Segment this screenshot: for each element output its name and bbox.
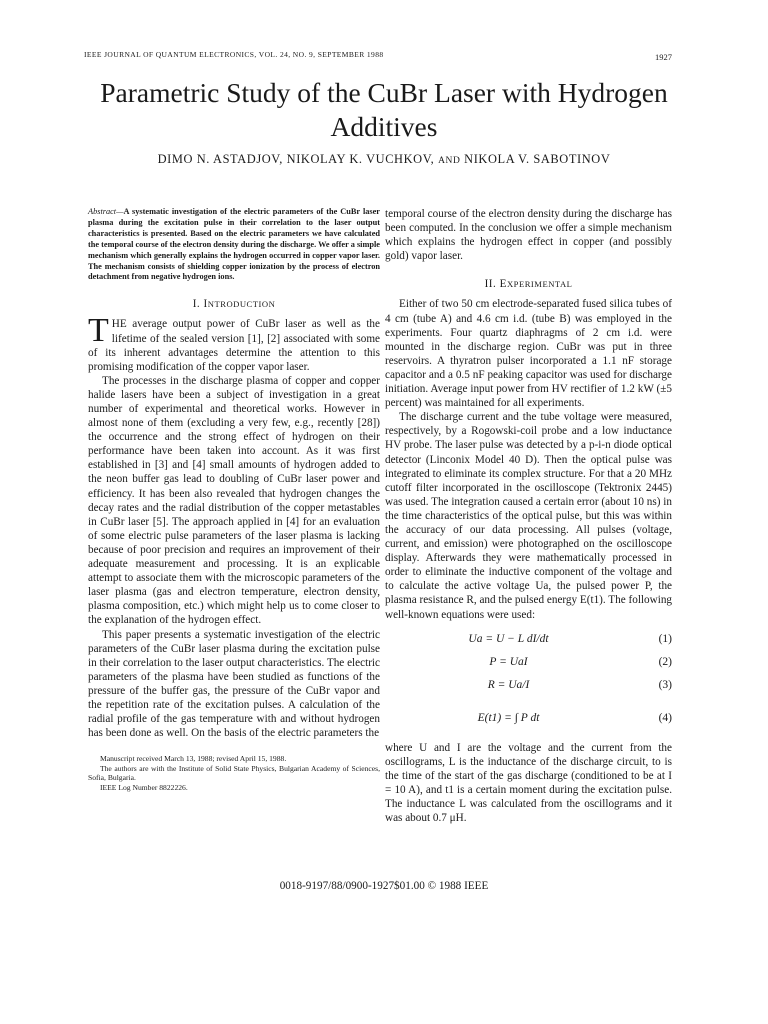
equation-1: [385, 628, 672, 651]
section-heading-cap: E: [499, 278, 507, 291]
intro-paragraph-2: The processes in the discharge plasma of copper and copper halide lasers have been a subject of investigation in a great number of experimental and theoretical works. However in almost none of them (excluding a very few, e.g., recently [28]) the occurrence and the strong effect of hydrogen on their performance have been taken into account. As it was first established in [3] and [4] small amounts of hydrogen added to the neon buffer gas lead to doubling of CuBr laser power and efficiency. It has been also revealed that hydrogen changes the decay rates and the radial distribution of the copper metastables in CuBr laser [5]. The approach applied in [4] for an evaluation of some electric pulse parameters of the laser plasma is lacking because of poor precision and requires an improvement of their adequate measurement and processing. It is an explicable attempt to associate them with the microscopic parameters of the laser plasma (gas and electron temperature, electron density, plasma composition, etc.) which might help us to come closer to the explanation of the hydrogen effect.: [88, 374, 380, 627]
intro-paragraph-3: This paper presents a systematic investigation of the electric parameters of the CuBr laser plasma during the excitation pulse in their correlation to the laser output characteristics. The electric parameters of the plasma have been studied as functions of the pressure of the buffer gas, the pressure of the CuBr vapor and the repetition rate of the excitation pulses. A calculation of the radial profile of the gas temperature with and without hydrogen has been done as well. On the basis of the electric parameters the: [88, 628, 380, 740]
abstract-lead: Abstract—: [88, 207, 124, 216]
equation-expression: Ua = U − L dI/dt: [468, 632, 549, 645]
intro-paragraph-1-text: HE average output power of CuBr laser as well as the lifetime of the sealed version [1], [2] associated with some of its inherent advantages determine the attention to this promising modification of the copper vapor laser.: [88, 318, 380, 373]
equation-number: (2): [658, 655, 672, 668]
equation-2: [385, 651, 672, 674]
equation-number: (1): [658, 632, 672, 645]
section-heading-rest: NTRODUCTION: [207, 299, 276, 310]
footnote-received: Manuscript received March 13, 1988; revised April 15, 1988.: [100, 754, 287, 764]
authors-first: DIMO N. ASTADJOV, NIKOLAY K. VUCHKOV,: [157, 152, 435, 166]
footnote-log-number: IEEE Log Number 8822226.: [100, 783, 188, 793]
equation-expression: R = Ua/I: [487, 678, 530, 691]
copyright-code: 0018-9197/88/0900-1927$01.00 © 1988 IEEE: [279, 880, 489, 892]
equation-number: (3): [658, 678, 672, 691]
authors-last: NIKOLA V. SABOTINOV: [464, 152, 611, 166]
left-column: [88, 207, 380, 793]
section-heading-introduction: [88, 297, 380, 311]
section-heading-rest: XPERIMENTAL: [506, 279, 573, 290]
footnote-affiliation: The authors are with the Institute of Solid State Physics, Bulgarian Academy of Sciences, Sofia, Bulgaria.: [88, 763, 380, 783]
section-heading-experimental: [385, 277, 672, 291]
running-head: [84, 50, 672, 62]
section-number: II.: [484, 278, 497, 291]
equation-block: [385, 628, 672, 737]
intro-continuation: temporal course of the electron density during the discharge has been computed. In the conclusion we offer a simple mechanism which explains the hydrogen effect in copper (and possibly gold) vapor laser.: [385, 208, 672, 263]
experimental-paragraph-2: The discharge current and the tube voltage were measured, respectively, by a Rogowski-coil probe and a low inductance HV probe. The laser pulse was detected by a p-i-n diode optical detector (Linconix Model 40 D). Then the optical pulse was integrated to eliminate its complex structure. For that a 20 MHz cutoff filter incorporated in the oscilloscope (Tektronix 2445) was used. The integration caused a certain error (about 10 ns) in the time characteristics of the optical pulse, but this was within the accuracy of our data processing. All pulses (voltage, current, and emission) were photographed on the oscilloscope display. Afterwards they were mathematically processed in order to eliminate the inductive component of the voltage and to calculate the active voltage Ua, the pulsed power P, the plasma resistance R, and the pulsed energy E(t1). The following well-known equations were used:: [385, 411, 672, 621]
experimental-paragraph-1: Either of two 50 cm electrode-separated fused silica tubes of 4 cm (tube A) and 4.6 cm i.d. (tube B) was employed in the experiments. Four quartz diaphragms of 2 cm i.d. were mounted in the discharge region. CuBr was put in three reservoirs. A thyratron pulser incorporated a 1.1 nF storage capacitor and a 0.5 nF peaking capacitor was used for discharge initiation. Average input power from HV rectifier of 1.2 kW (±5 percent) was maintained for all experiments.: [385, 298, 672, 410]
page-number: 1927: [655, 52, 672, 62]
paper-title: Parametric Study of the CuBr Laser with Hydrogen Additives: [100, 77, 668, 142]
equation-expression: P = UaI: [489, 655, 528, 668]
section-number: I.: [192, 298, 201, 311]
journal-header: IEEE JOURNAL OF QUANTUM ELECTRONICS, VOL. 24, NO. 9, SEPTEMBER 1988: [84, 50, 384, 59]
equation-4: [385, 697, 672, 737]
section-heading-cap: I: [203, 298, 208, 311]
drop-cap: T: [88, 312, 109, 350]
equation-3: [385, 674, 672, 697]
author-list: [60, 152, 708, 167]
experimental-paragraph-3: where U and I are the voltage and the current from the oscillograms, L is the inductance of the discharge circuit, to is the time of the start of the gas discharge (conditioned to be at I = 10 A), and t1 is a certain moment during the excitation pulse. The inductance L was calculated from the oscillograms and it was about 0.7 μH.: [385, 741, 672, 825]
intro-paragraph-1: [88, 312, 380, 373]
right-column: [385, 207, 672, 825]
authors-and: AND: [438, 156, 461, 166]
footnote: [88, 754, 380, 792]
abstract-text: A systematic investigation of the electric parameters of the CuBr laser plasma during the excitation pulse in their correlation to the laser output characteristics is presented. Based on the electric parameters we have calculated the temporal course of the electron density during the discharge. We offer a simple mechanism which generally explains the hydrogen occurred in copper vapor laser. The mechanism consists of shielding copper ionization by the process of electron detachment from negative hydrogen ions.: [88, 207, 380, 282]
equation-expression: E(t1) = ∫ P dt: [477, 711, 540, 724]
abstract: [88, 207, 380, 283]
equation-number: (4): [658, 711, 672, 724]
